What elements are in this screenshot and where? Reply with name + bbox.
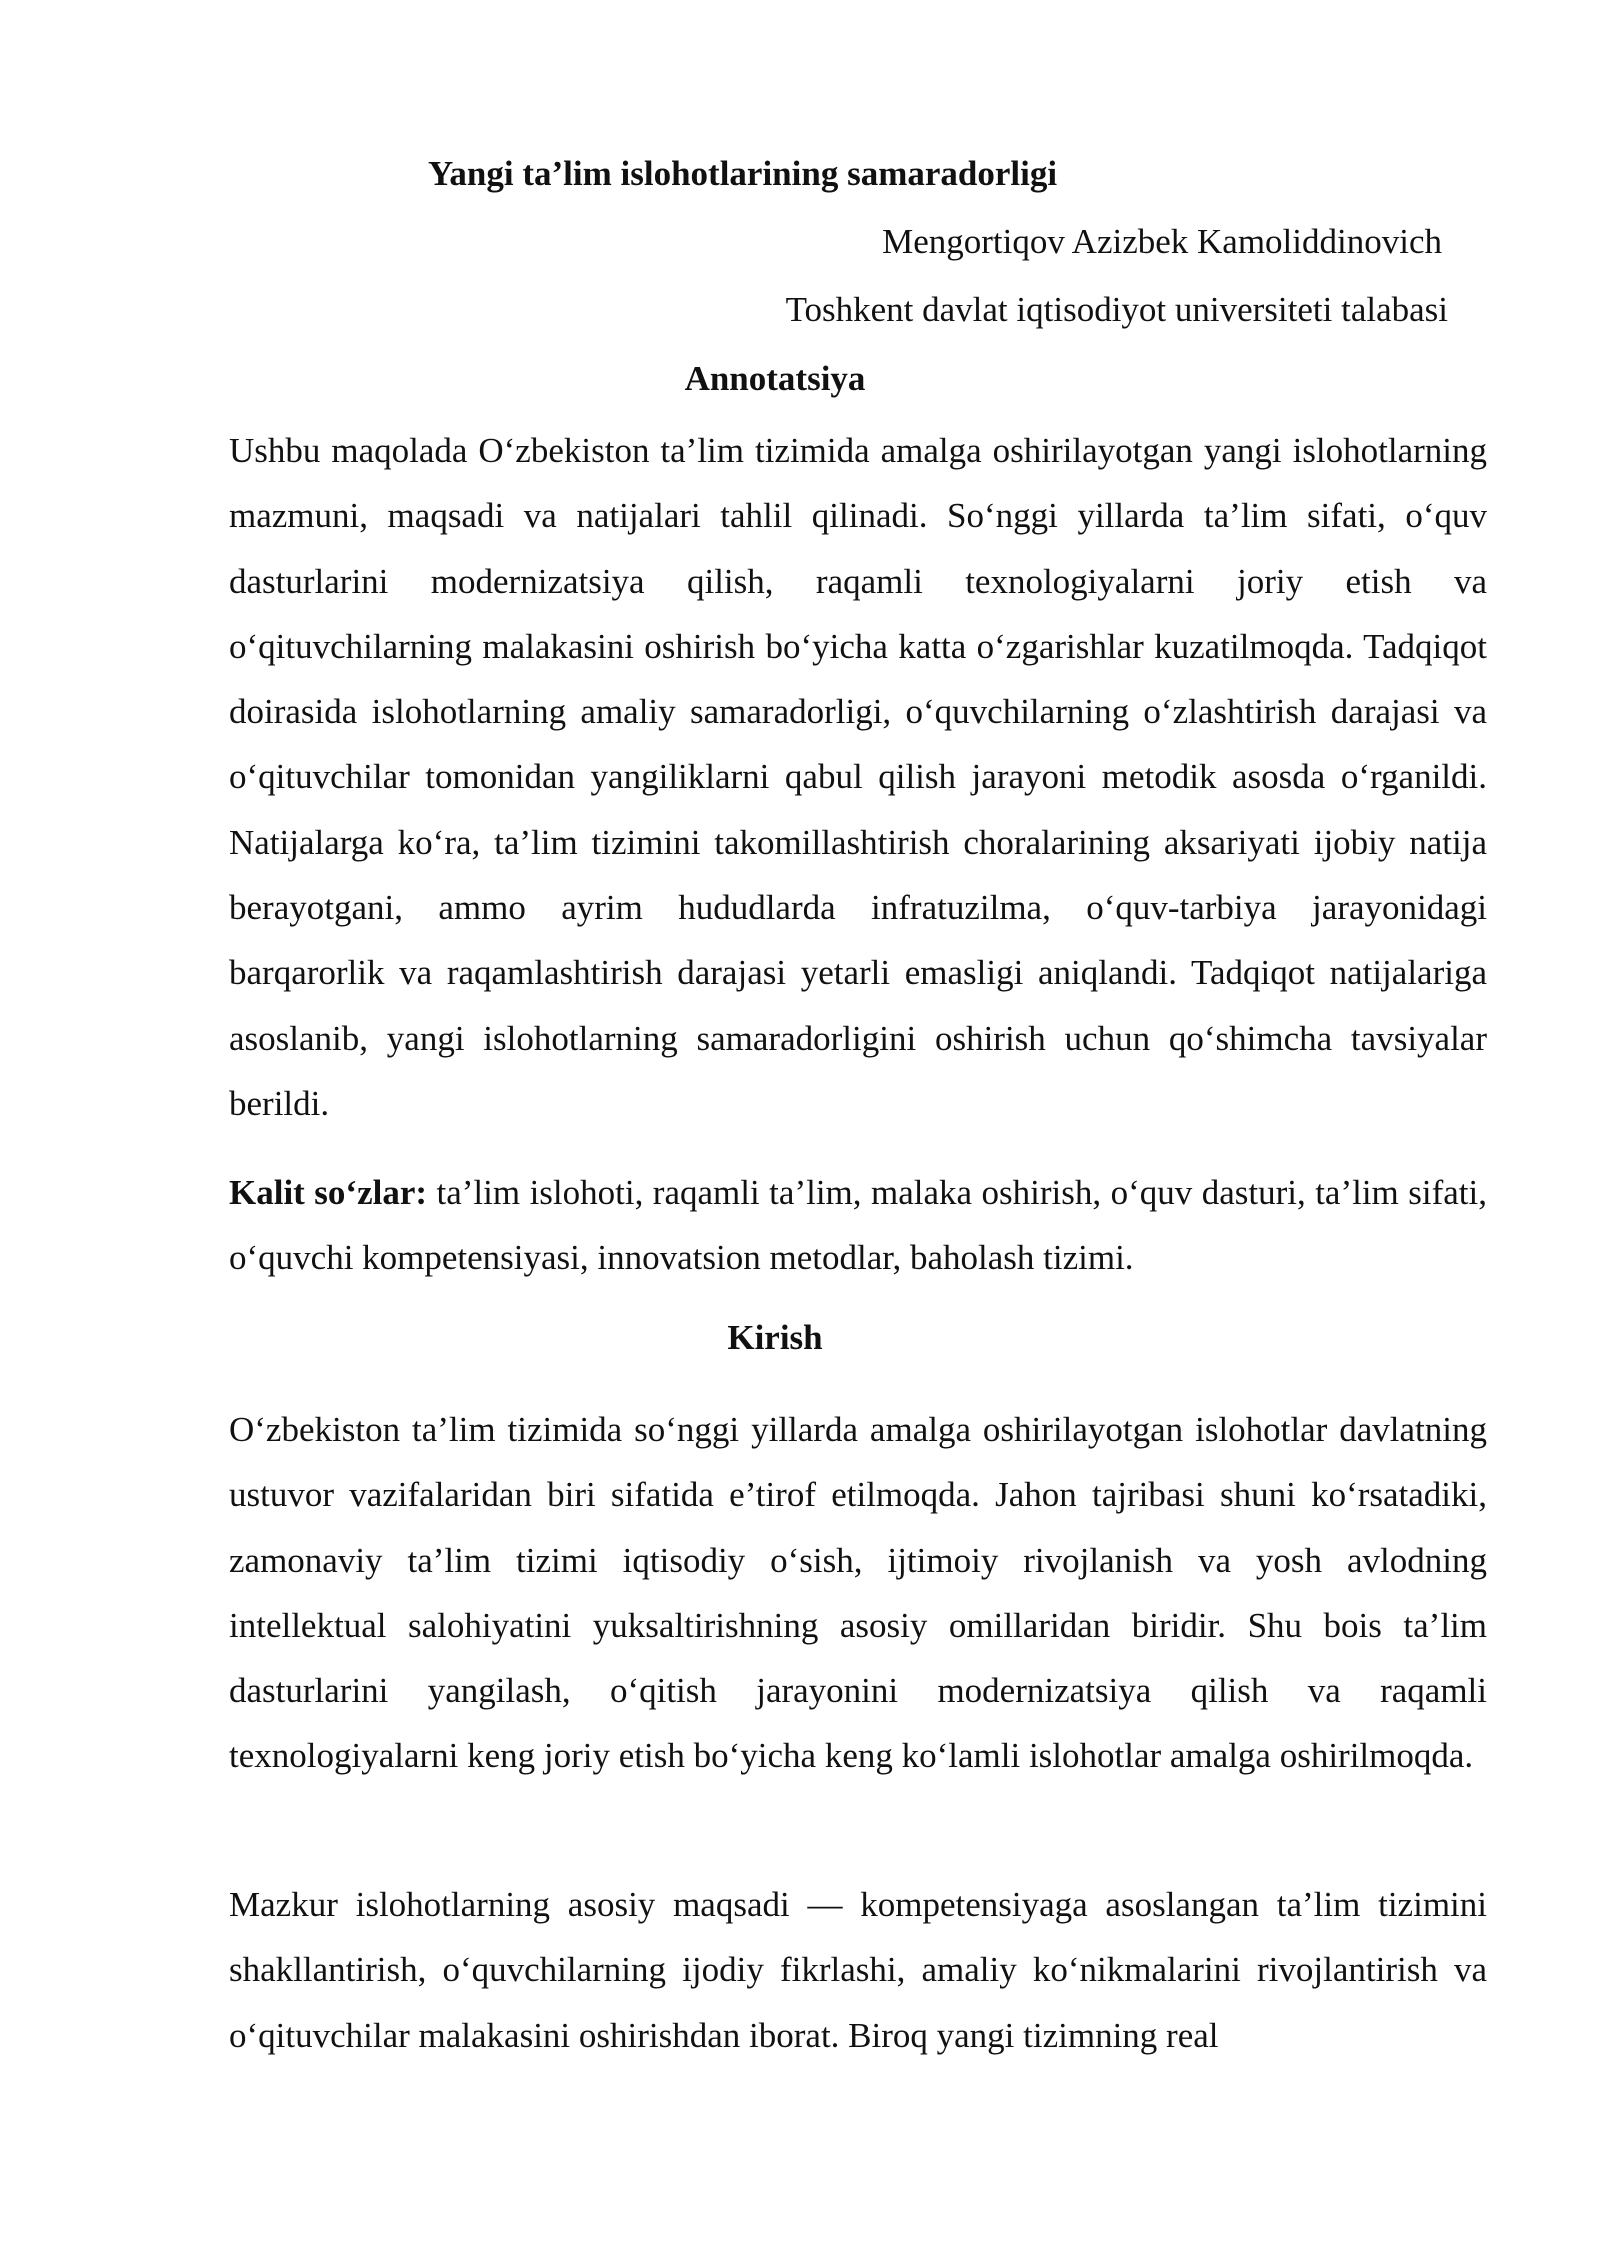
article-title: Yangi ta’lim islohotlarining samaradorligi [428, 154, 1058, 193]
keywords-paragraph [229, 1160, 1487, 1291]
keywords-text: ta’lim islohoti, raqamli ta’lim, malaka oshirish, o‘quv dasturi, ta’lim sifati, o‘quvchi kompetensiyasi, innovatsion metodlar, baholash tizimi. [229, 1173, 1487, 1278]
introduction-paragraph-2: Mazkur islohotlarning asosiy maqsadi — kompetensiyaga asoslangan ta’lim tizimini shakllantirish, o‘quvchilarning ijodiy fikrlashi, amaliy ko‘nikmalarini rivojlantirish va o‘qituvchilar malakasini oshirishdan iborat. Biroq yangi tizimning real [229, 1885, 1487, 2055]
abstract-heading: Annotatsiya [684, 359, 866, 398]
abstract-paragraph: Ushbu maqolada O‘zbekiston ta’lim tizimida amalga oshirilayotgan yangi islohotlarning mazmuni, maqsadi va natijalari tahlil qilinadi. So‘nggi yillarda ta’lim sifati, o‘quv dasturlarini modernizatsiya qilish, raqamli texnologiyalarni joriy etish va o‘qituvchilarning malakasini oshirish bo‘yicha katta o‘zgarishlar kuzatilmoqda. Tadqiqot doirasida islohotlarning amaliy samaradorligi, o‘quvchilarning o‘zlashtirish darajasi va o‘qituvchilar tomonidan yangiliklarni qabul qilish jarayoni metodik asosda o‘rganildi. Natijalarga ko‘ra, ta’lim tizimini takomillashtirish choralarining aksariyati ijobiy natija berayotgani, ammo ayrim hududlarda infratuzilma, o‘quv-tarbiya jarayonidagi barqarorlik va raqamlashtirish darajasi yetarli emasligi aniqlandi. Tadqiqot natijalariga asoslanib, yangi islohotlarning samaradorligini oshirish uchun qo‘shimcha tavsiyalar berildi. [229, 431, 1487, 1123]
keywords-label: Kalit so‘zlar: [229, 1173, 428, 1212]
author-name: Mengortiqov Azizbek Kamoliddinovich [882, 222, 1442, 261]
introduction-paragraph-1: O‘zbekiston ta’lim tizimida so‘nggi yillarda amalga oshirilayotgan islohotlar davlatning ustuvor vazifalaridan biri sifatida e’tirof etilmoqda. Jahon tajribasi shuni ko‘rsatadiki, zamonaviy ta’lim tizimi iqtisodiy o‘sish, ijtimoiy rivojlanish va yosh avlodning intellektual salohiyatini yuksaltirishning asosiy omillaridan biridir. Shu bois ta’lim dasturlarini yangilash, o‘qitish jarayonini modernizatsiya qilish va raqamli texnologiyalarni keng joriy etish bo‘yicha keng ko‘lamli islohotlar amalga oshirilmoqda. [229, 1410, 1487, 1776]
author-affiliation: Toshkent davlat iqtisodiyot universiteti talabasi [785, 290, 1448, 329]
introduction-heading: Kirish [727, 1318, 823, 1357]
